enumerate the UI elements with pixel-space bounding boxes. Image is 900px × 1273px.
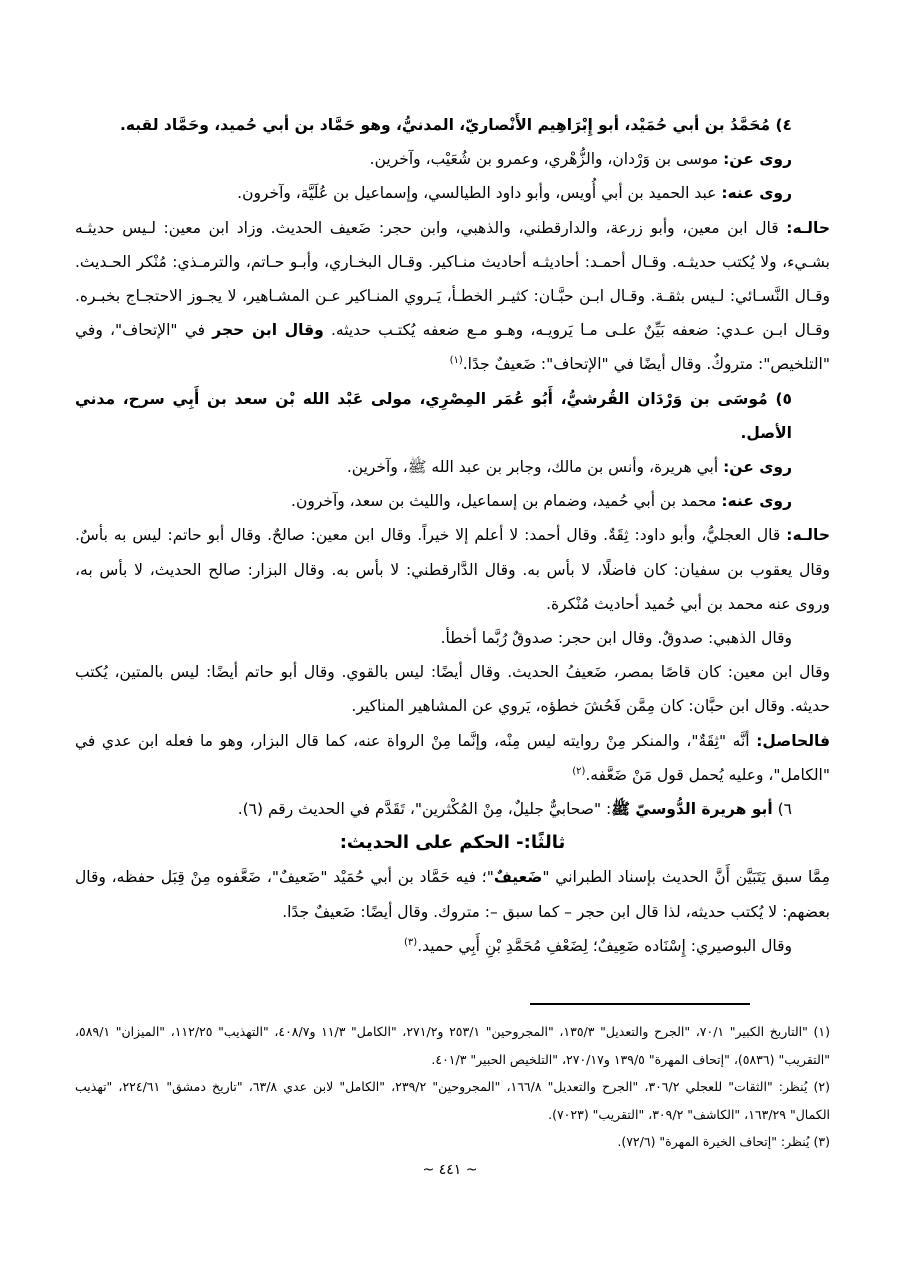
label: روى عنه: xyxy=(721,492,792,511)
narrated-by xyxy=(75,176,830,210)
text: عبد الحميد بن أبي أُويس، وأبو داود الطيالسي، وإسماعيل بن عُلَيَّة، وآخرون. xyxy=(237,184,722,203)
label: روى عن: xyxy=(723,150,792,169)
section-heading xyxy=(75,826,830,860)
label: حالـه: xyxy=(786,526,830,545)
text: وقال البوصيري: إِسْنَاده ضَعِيفٌ؛ لِضَعْفِ مُحَمَّدِ بْنِ أَبِي حميد. xyxy=(417,936,792,955)
entry-heading xyxy=(75,108,830,142)
status-paragraph xyxy=(75,518,830,621)
text: : "صحابيٌّ جليلٌ، مِنْ المُكْثرين"، تَقَدَّم في الحديث رقم (٦). xyxy=(237,800,612,819)
text-paragraph xyxy=(75,655,830,723)
entry-heading xyxy=(75,382,830,450)
heading-text: ثالثًا:- الحكم على الحديث: xyxy=(339,832,566,854)
verdict: ضَعيفٌ xyxy=(493,868,543,887)
label: وقال ابن حجر xyxy=(212,321,324,340)
text: موسى بن وَرْدان، والزُّهْري، وعمرو بن شُعَيْب، وآخرين. xyxy=(369,150,724,169)
text: محمد بن أبي حُميد، وضمام بن إسماعيل، والليث بن سعد، وآخرون. xyxy=(291,492,722,511)
main-text xyxy=(75,108,830,963)
entry-line xyxy=(75,792,830,826)
label: روى عنه: xyxy=(721,184,792,203)
narrated-by xyxy=(75,484,830,518)
text: "؛ فيه حَمَّاد بن أبي حُمَيْد "ضَعيفٌ"، ضَعَّفوه مِنْ قِبَل حفظه، وقال بعضهم: لا يُكتب حديثه، لذا قال ابن حجر – كما سبق –: متروك. وقال أيضًا: ضَعيفٌ جدًا. xyxy=(75,868,830,921)
text: ٦) xyxy=(772,800,792,819)
footnotes xyxy=(75,1018,830,1156)
text: في "الإتحاف"، وفي "التلخيص": متروكٌ. وقال أيضًا في "الإتحاف": ضَعيفٌ جدًا. xyxy=(75,321,830,374)
footnote-ref[interactable]: (١) xyxy=(449,355,463,367)
text: أبي هريرة، وأنس بن مالك، وجابر بن عبد الله ﷺ، وآخرين. xyxy=(346,458,724,477)
page-number: ~ ٤٤١ ~ xyxy=(422,1162,478,1178)
label: حالـه: xyxy=(786,218,830,237)
label: فالحاصل: xyxy=(756,731,830,750)
narrator-name: ٥) مُوسَى بن وَرْدَان القُرشيُّ، أَبُو عُمَر المِصْرِي، مولى عَبْد الله بْن سعد بن أَبِي سرح، مدني الأصل. xyxy=(75,389,792,442)
narrated-from xyxy=(75,142,830,176)
conclusion-paragraph xyxy=(75,724,830,792)
footnote-ref[interactable]: (٣) xyxy=(404,936,418,948)
ruling-paragraph xyxy=(75,860,830,928)
footnote-1: (١) "التاريخ الكبير" ٧٠/١، "الجرح والتعديل" ١٣٥/٣، "المجروحين" ٢٥٣/١ و٢٧١/٢، "الكامل" ١١/٣ و٤٠٨/٧، "التهذيب" ١١٢/٢٥، "الميزان" ٥٨٩/١، "التقريب" (٥٨٣٦)، "إتحاف المهرة" ١٣٩/٥ و٢٧٠/١٧، "التلخيص الحبير" ٤٠١/٣. xyxy=(75,1024,830,1067)
text: مِمَّا سبق يَتَبَيَّن أَنَّ الحديث بإسناد الطبراني " xyxy=(542,868,830,887)
text: قال العجليُّ، وأبو داود: ثِقَةٌ. وقال أحمد: لا أعلم إلا خيراً. وقال ابن معين: صالحٌ. وقال أبو حاتم: ليس به بأسٌ. وقال يعقوب بن سفيان: كان فاضلًا، لا بأس به. وقال الدَّارقطني: لا بأس به. وقال البزار: صالح الحديث، لا بأس به، وروى عنه محمد بن أبي حُميد أحاديث مُنْكرة. xyxy=(75,526,830,613)
text-paragraph xyxy=(75,929,830,963)
text: وقال الذهبي: صدوقٌ. وقال ابن حجر: صدوقٌ رُبَّما أخطأ. xyxy=(440,629,792,648)
text: وقال ابن معين: كان قاصًا بمصر، ضَعيفُ الحديث. وقال أيضًا: ليس بالقوي. وقال أبو حاتم أيضًا: ليس بالمتين، يُكتب حديثه. وقال ابن حبَّان: كان مِمَّن فَحُشَ خطؤه، يَروي عن المشاهير المناكير. xyxy=(75,663,830,716)
text-paragraph xyxy=(75,621,830,655)
status-paragraph xyxy=(75,211,830,382)
narrator-name: ٤) مُحَمَّدُ بن أبي حُمَيْد، أبو إِبْرَاهِيم الأَنْصاريّ، المدنيُّ، وهو حَمَّاد بن أبي حُميد، وحَمَّاد لقبه. xyxy=(119,116,792,134)
footnote-ref[interactable]: (٢) xyxy=(572,765,586,777)
narrator-name: أبو هريرة الدُّوسيّ ﷺ xyxy=(611,800,773,819)
footnote-2: (٢) يُنظر: "الثقات" للعجلي ٣٠٦/٢، "الجرح والتعديل" ١٦٦/٨، "المجروحين" ٢٣٩/٢، "الكامل" لابن عدي ٦٣/٨، "تاريخ دمشق" ٢٢٤/٦١، "تهذيب الكمال" ١٦٣/٢٩، "الكاشف" ٣٠٩/٢، "التقريب" (٧٠٢٣). xyxy=(75,1079,830,1122)
narrated-from xyxy=(75,450,830,484)
footnote-3: (٣) يُنظر: "إتحاف الخيرة المهرة" (٧٢/٦). xyxy=(617,1134,830,1149)
footnote-divider xyxy=(530,1003,750,1005)
text: أنَّه "ثِقَةٌ"، والمنكر مِنْ روايته ليس مِنْه، وإنَّما مِنْ الرواة عنه، كما قال البزار، وهو ما فعله ابن عدي في "الكامل"، وعليه يُحمل قول مَنْ ضَعَّفه. xyxy=(75,731,830,784)
text: قال ابن معين، وأبو زرعة، والدارقطني، والذهبي، وابن حجر: ضَعيف الحديث. وزاد ابن معين: لـيس حديثـه بشـيء، ولا يُكتب حديثـه. وقـال أحمـد: أحاديثـه أحاديث منـاكير. وقـال البخـاري، وأبـو حـاتم، والترمـذي: مُنْكر الحـديث. وقـال النَّسـائي: لـيس بثقـة. وقـال ابـن حبَّـان: كثيـر الخطـأ، يَـروي المنـاكير عـن المشـاهير، لا يجـوز الاحتجـاج بخبـره. وقـال ابـن عـدي: ضعفه بَيِّنٌ علـى مـا يَرويـه، وهـو مـع ضعفه يُكتـب حديثه. xyxy=(75,218,830,340)
label: روى عن: xyxy=(723,458,792,477)
